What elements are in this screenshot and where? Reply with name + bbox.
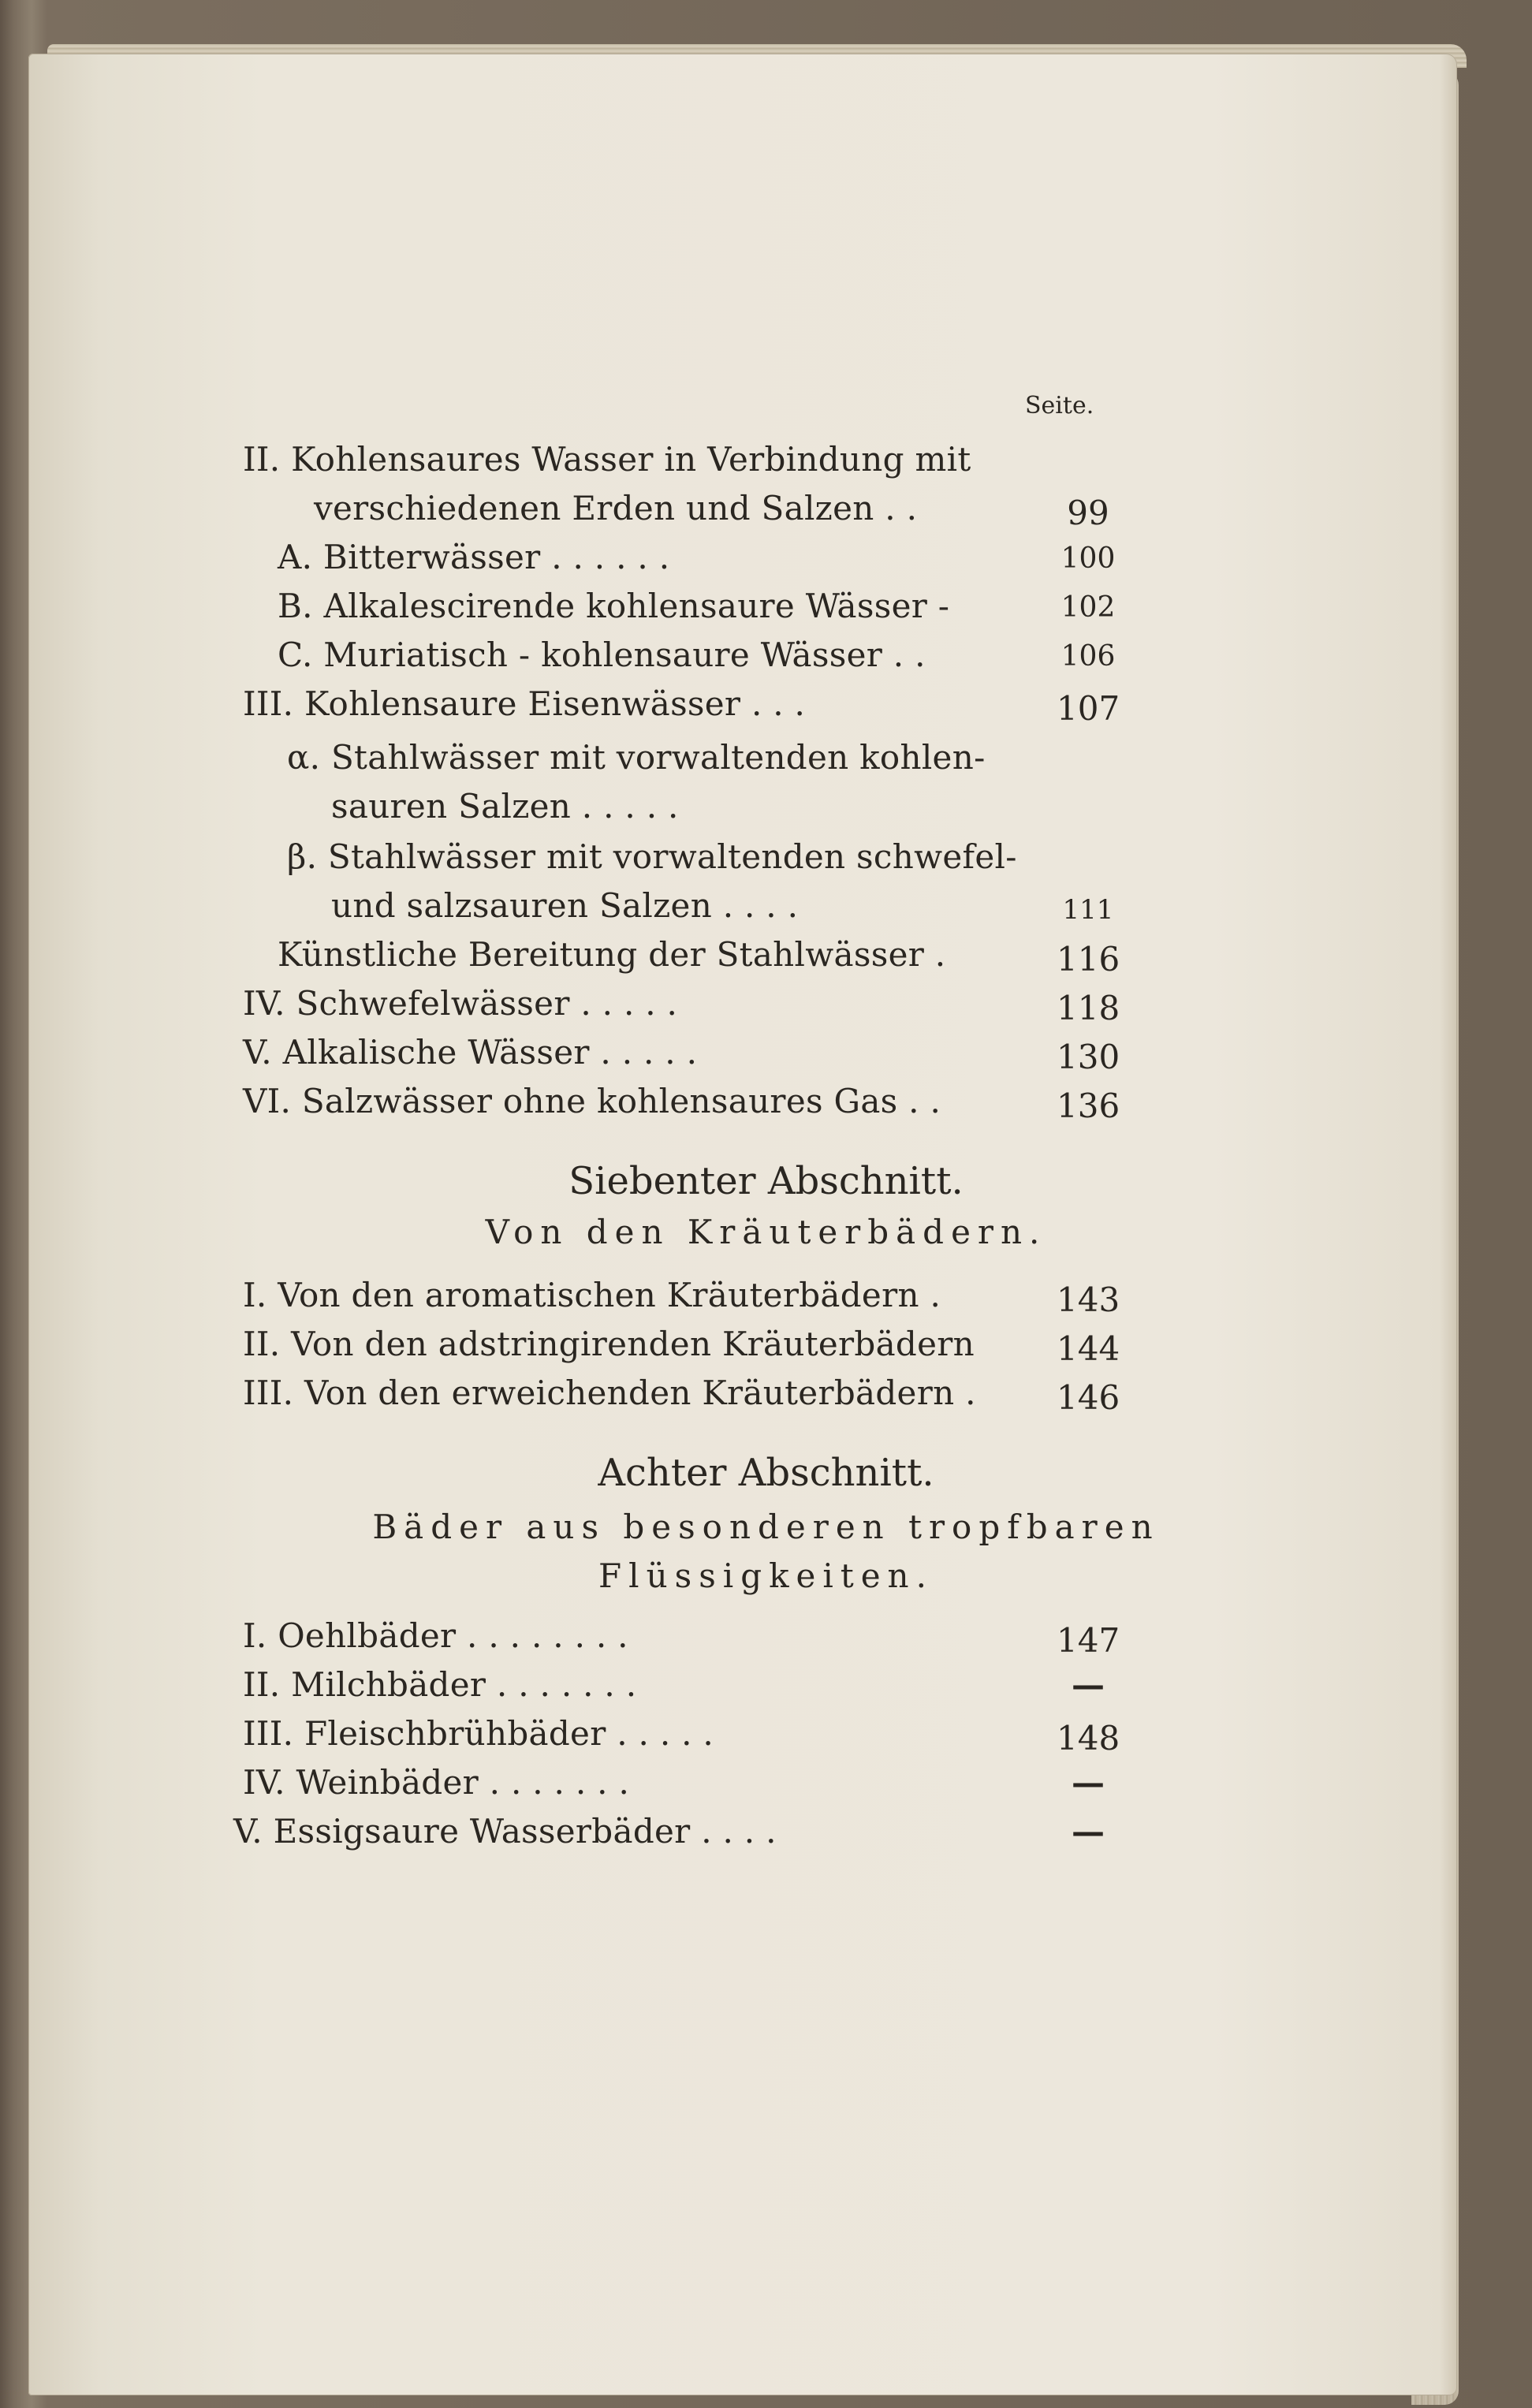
toc-entry: C. Muriatisch - kohlensaure Wässer . . — [278, 636, 926, 674]
seite-label: Seite. — [1025, 392, 1094, 419]
toc-entry: verschiedenen Erden und Salzen . . — [314, 489, 918, 527]
toc-entry: α. Stahlwässer mit vorwaltenden kohlen- — [287, 738, 986, 777]
page-number: — — [1072, 1665, 1105, 1704]
toc-entry: und salzsauren Salzen . . . . — [331, 886, 799, 925]
page-number: 111 — [1062, 894, 1114, 926]
toc-entry: II. Von den adstringirenden Kräuterbädern — [243, 1325, 975, 1363]
page-number: 107 — [1057, 689, 1120, 728]
page-number: — — [1072, 1763, 1105, 1802]
toc-entry: Künstliche Bereitung der Stahlwässer . — [278, 935, 946, 974]
page-number: 99 — [1067, 494, 1109, 532]
page-number: 102 — [1060, 591, 1116, 624]
section-subtitle-kraeuterbaeder: Von den Kräuterbädern. — [485, 1213, 1047, 1251]
page-number: 130 — [1057, 1038, 1120, 1076]
toc-entry: III. Kohlensaure Eisenwässer . . . — [243, 684, 806, 723]
page-number: 143 — [1057, 1280, 1120, 1319]
toc-entry: I. Oehlbäder . . . . . . . . — [243, 1616, 628, 1655]
toc-entry: V. Alkalische Wässer . . . . . — [243, 1033, 698, 1072]
toc-entry: II. Milchbäder . . . . . . . — [243, 1665, 637, 1704]
toc-entry: I. Von den aromatischen Kräuterbädern . — [243, 1276, 941, 1314]
toc-entry: IV. Schwefelwässer . . . . . — [243, 984, 678, 1023]
page-number: 144 — [1057, 1329, 1120, 1368]
page-number: 147 — [1057, 1621, 1120, 1660]
toc-entry: A. Bitterwässer . . . . . . — [278, 538, 670, 576]
toc-entry: sauren Salzen . . . . . — [331, 787, 679, 826]
toc-entry: V. Essigsaure Wasserbäder . . . . — [233, 1812, 777, 1851]
page-number: 136 — [1057, 1087, 1120, 1125]
toc-entry: III. Fleischbrühbäder . . . . . — [243, 1714, 714, 1753]
toc-entry: VI. Salzwässer ohne kohlensaures Gas . . — [243, 1082, 941, 1120]
page-number: 116 — [1057, 940, 1120, 978]
page-number: 146 — [1057, 1378, 1120, 1417]
section-subtitle-line1: Bäder aus besonderen tropfbaren — [372, 1508, 1160, 1546]
page-number: 100 — [1060, 542, 1116, 575]
page-number: — — [1072, 1812, 1105, 1851]
toc-entry: β. Stahlwässer mit vorwaltenden schwefel- — [287, 837, 1017, 876]
toc-entry: IV. Weinbäder . . . . . . . — [243, 1763, 630, 1802]
section-title-achter: Achter Abschnitt. — [598, 1451, 934, 1495]
section-subtitle-line2: Flüssigkeiten. — [598, 1556, 934, 1595]
toc-entry: II. Kohlensaures Wasser in Verbindung mit — [243, 440, 971, 479]
page-number: 118 — [1057, 989, 1120, 1027]
toc-entry: B. Alkalescirende kohlensaure Wässer - — [278, 587, 950, 625]
toc-entry: III. Von den erweichenden Kräuterbädern . — [243, 1374, 976, 1412]
page-number: 148 — [1057, 1719, 1120, 1758]
page-number: 106 — [1060, 640, 1116, 673]
section-title-siebenter: Siebenter Abschnitt. — [568, 1159, 964, 1203]
